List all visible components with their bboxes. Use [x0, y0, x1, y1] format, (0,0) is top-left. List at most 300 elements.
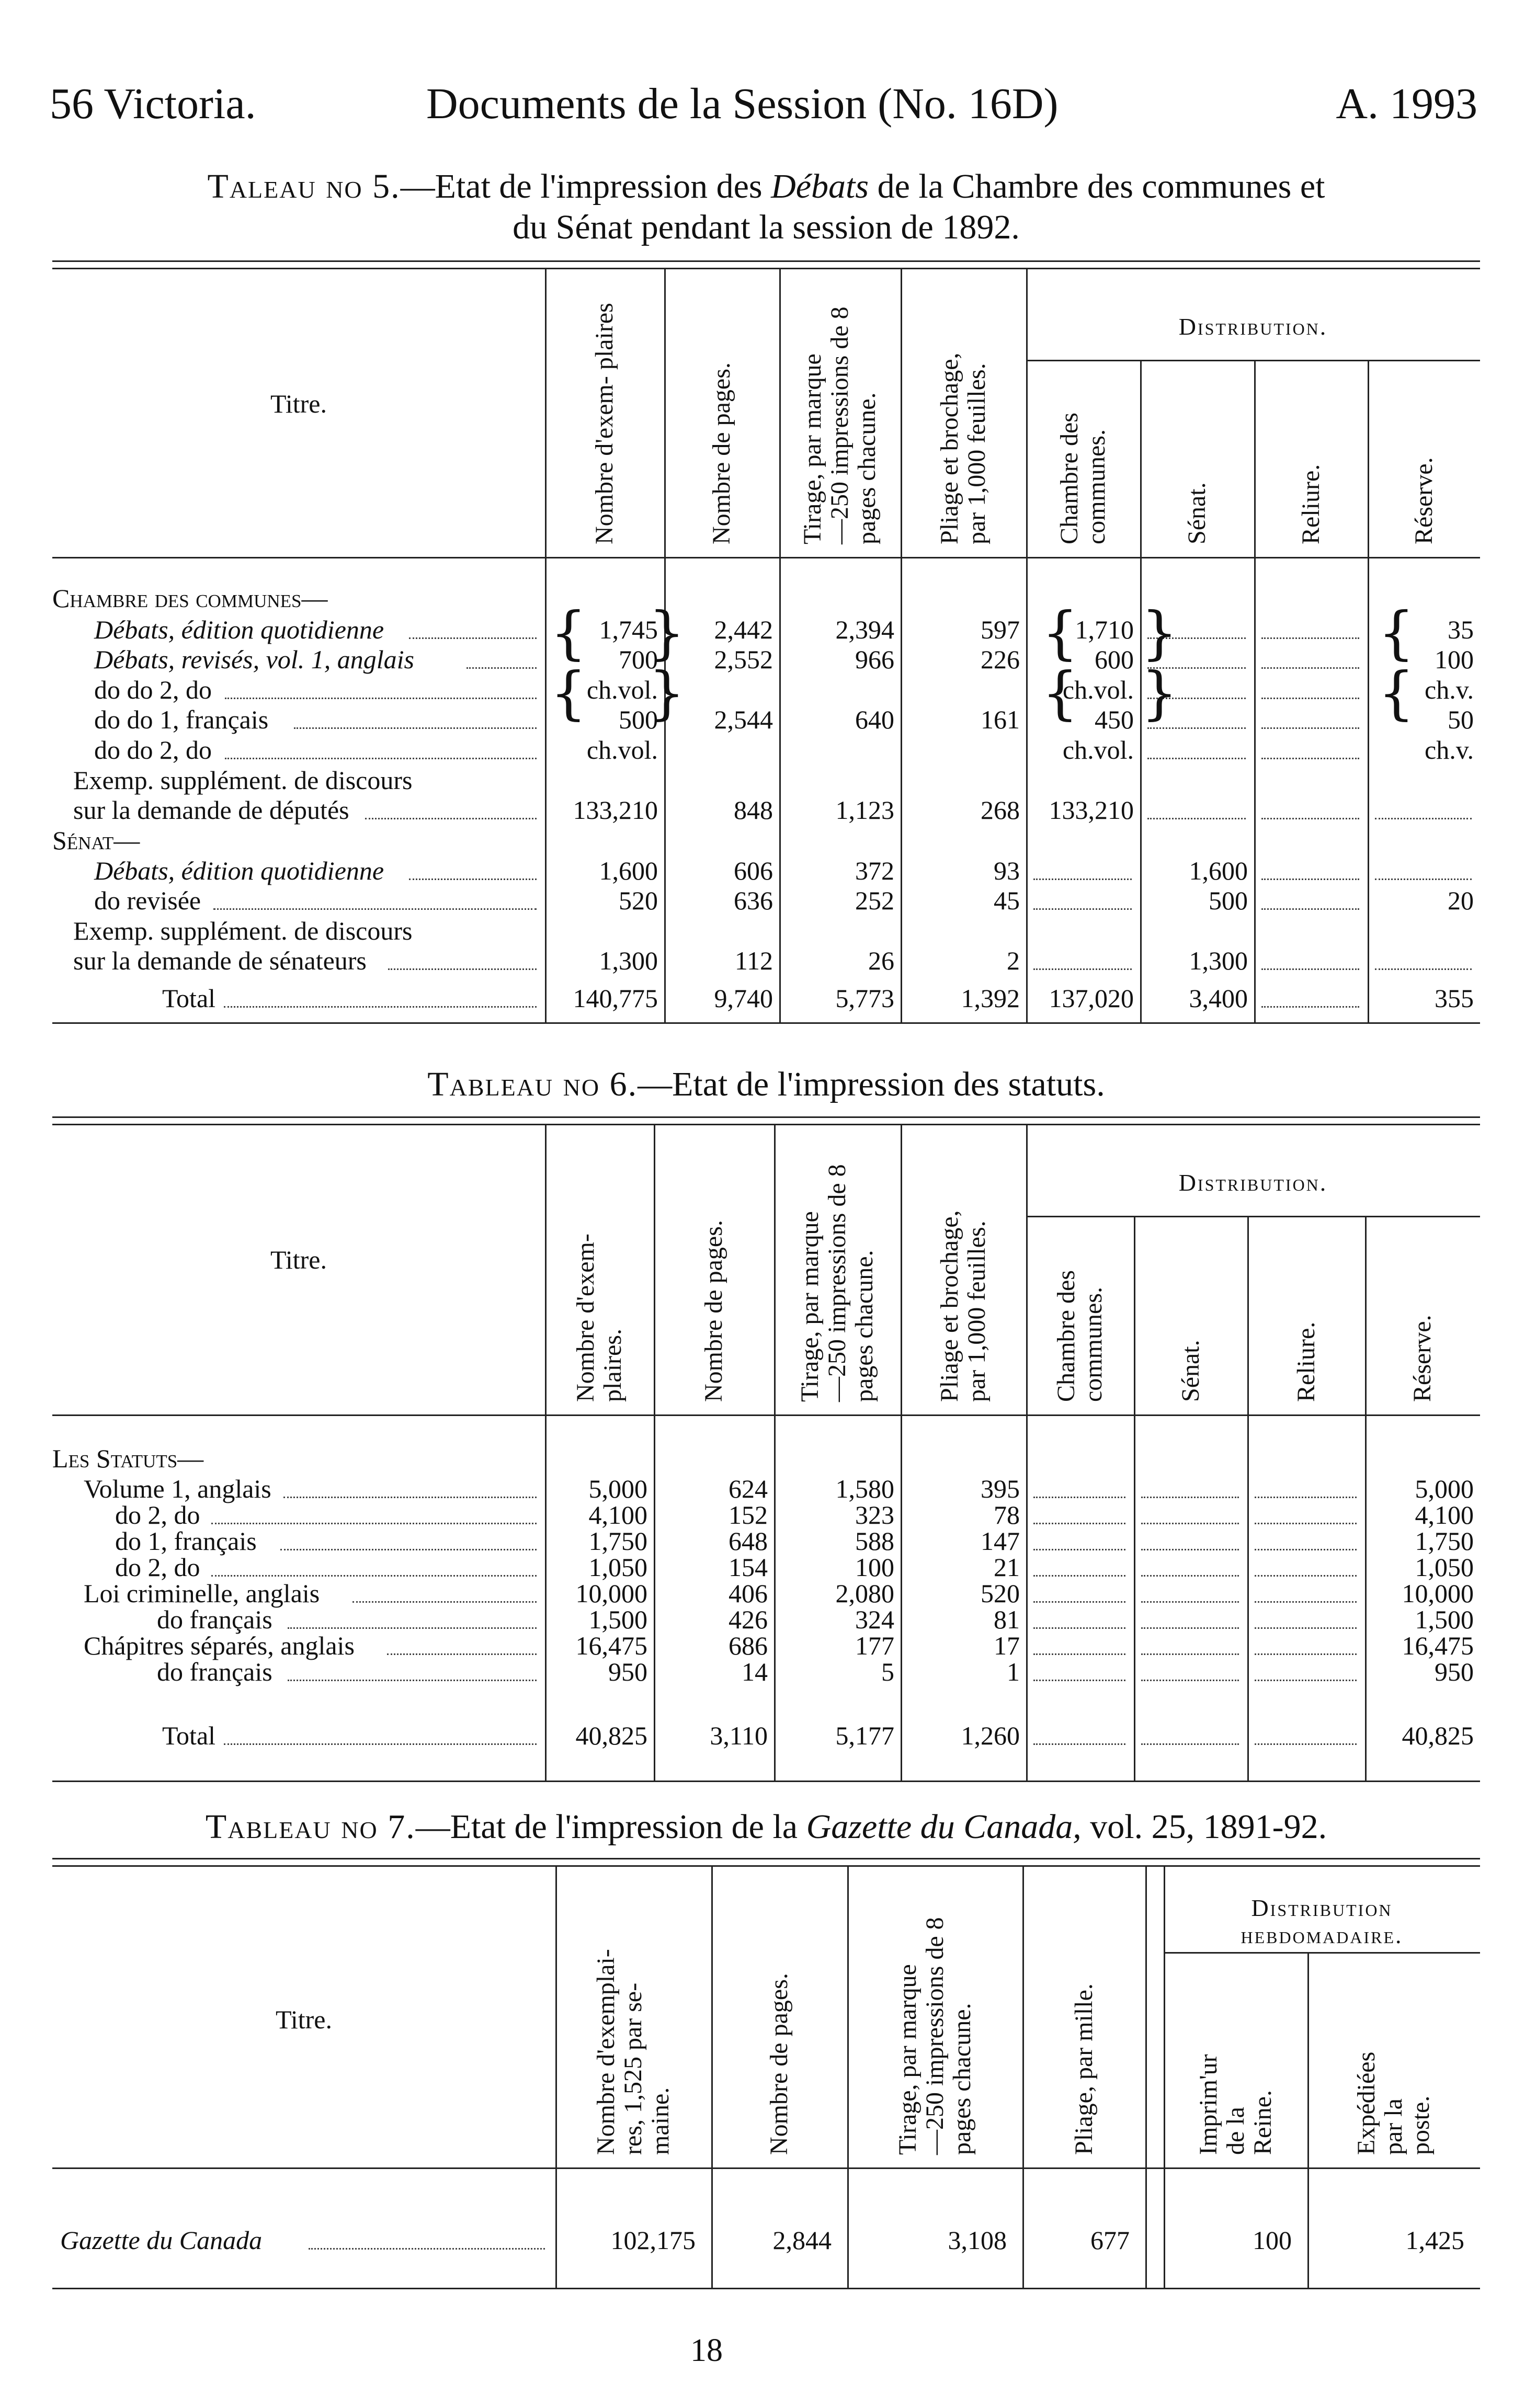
cell-value: 520 [619, 886, 658, 915]
row-title: Débats, revisés, vol. 1, anglais [94, 645, 414, 674]
row-title: Chambre des communes— [52, 584, 328, 613]
cell-value: 100 [1253, 2226, 1292, 2255]
cell-value: 26 [868, 946, 894, 975]
cell-value: 5,177 [835, 1721, 894, 1750]
header-line: Nombre d'exem- plaires [590, 303, 618, 544]
leader-dots [352, 1601, 537, 1603]
cell-value: ch.vol. [1062, 675, 1134, 704]
row-title: do 2, do [115, 1553, 200, 1582]
cell-value: 1,050 [588, 1553, 647, 1582]
row-title: do français [157, 1605, 272, 1634]
cell-value: 1,750 [1415, 1526, 1474, 1556]
cell-value: 5 [881, 1657, 894, 1686]
leader-dots [283, 1497, 537, 1498]
cell-value: 1,580 [835, 1474, 894, 1503]
empty-cell-dots [1261, 818, 1359, 819]
header-line: —250 impressions de 8 [823, 1164, 851, 1402]
leader-dots [467, 667, 537, 669]
empty-cell-dots [1261, 908, 1359, 910]
header-line: Chambre des [1052, 1270, 1080, 1402]
table5-total-row [0, 983, 1536, 1013]
cell-value: 81 [994, 1605, 1020, 1634]
cell-value: 50 [1448, 705, 1474, 734]
table5-distribution-label: Distribution. [1178, 313, 1328, 340]
cell-value: 950 [608, 1657, 647, 1686]
cell-value: 4,100 [1415, 1500, 1474, 1530]
page-number: 18 [690, 2333, 723, 2368]
cell-value: 10,000 [1402, 1579, 1474, 1608]
table5-bottom-rule [52, 1022, 1480, 1024]
cell-value: ch.v. [1425, 675, 1474, 704]
cell-value: 597 [981, 615, 1020, 644]
empty-cell-dots [1255, 1743, 1357, 1745]
table6-header-title: Titre. [270, 1245, 327, 1274]
cell-value: 161 [981, 705, 1020, 734]
empty-cell-dots [1141, 1680, 1239, 1681]
empty-cell-dots [1255, 1497, 1357, 1498]
cell-value: 677 [1090, 2226, 1130, 2255]
row-title: sur la demande de députés [73, 795, 349, 825]
table7-col-header-4 [1195, 2054, 1277, 2155]
header-line: Reliure. [1292, 1321, 1320, 1402]
cell-value: 1,600 [599, 856, 658, 885]
empty-cell-dots [1033, 1653, 1125, 1655]
header-line: Pliage, par mille. [1069, 1983, 1098, 2155]
cell-value: 40,825 [1402, 1721, 1474, 1750]
table5-col-header-5 [1184, 482, 1211, 544]
table7-col-header-3 [1071, 1983, 1098, 2155]
cell-value: 112 [734, 946, 773, 975]
cell-value: 648 [729, 1526, 768, 1556]
distribution-line: Distribution [1251, 1895, 1393, 1921]
row-title: Total [162, 1721, 216, 1750]
table5-header-rule [52, 557, 1480, 558]
table6-col-header-0 [572, 1234, 627, 1402]
header-line: Nombre de pages. [700, 1220, 727, 1402]
row-title: do do 2, do [94, 735, 212, 764]
table6-col-header-6 [1293, 1322, 1320, 1402]
cell-value: 1,500 [1415, 1605, 1474, 1634]
table5-caption: Taleau no 5.—Etat de l'impression des Débats de la Chambre des communes et du Sénat pendant la session de 1892. [207, 167, 1325, 246]
cell-value: 5,773 [835, 984, 894, 1013]
empty-cell-dots [1033, 1627, 1125, 1629]
cell-value: 640 [855, 705, 894, 734]
table7-distribution-label [1164, 1895, 1480, 1949]
brace-symbol: { [1378, 659, 1415, 726]
distribution-line: hebdomadaire. [1241, 1922, 1403, 1948]
brace-symbol: } [1141, 659, 1178, 726]
cell-value: 16,475 [575, 1631, 647, 1660]
cell-value: 2 [1007, 946, 1020, 975]
brace-symbol: } [648, 599, 685, 666]
header-line: pages chacune. [853, 392, 881, 544]
cell-value: 2,080 [835, 1579, 894, 1608]
cell-value: 1,050 [1415, 1553, 1474, 1582]
cell-value: 152 [729, 1500, 768, 1530]
cell-value: 45 [994, 886, 1020, 915]
table6-table-row [0, 1443, 1536, 1474]
row-title: Loi criminelle, anglais [84, 1579, 320, 1608]
table5-col-header-4 [1056, 413, 1110, 544]
table5-table-row [0, 885, 1536, 916]
empty-cell-dots [1033, 1523, 1125, 1524]
row-title: do revisée [94, 886, 201, 915]
empty-cell-dots [1261, 727, 1359, 729]
table5-table-row [0, 916, 1536, 946]
cell-value: 2,844 [772, 2226, 832, 2255]
header-line: Tirage, par marque [893, 1964, 921, 2155]
row-title: sur la demande de sénateurs [73, 946, 367, 975]
cell-value: 1,425 [1405, 2226, 1464, 2255]
cell-value: 133,210 [1049, 795, 1134, 825]
table6-table-row [0, 1657, 1536, 1687]
row-title: do do 1, français [94, 705, 269, 734]
table5-table-row [0, 945, 1536, 976]
cell-value: 78 [994, 1500, 1020, 1530]
row-title: Chápitres séparés, anglais [84, 1631, 355, 1660]
table6-label: Tableau no 6. [427, 1065, 638, 1103]
table5-table-row [0, 795, 1536, 825]
table5-table-row [0, 765, 1536, 795]
table5-col-header-1 [708, 362, 735, 544]
table5-table-row [0, 855, 1536, 886]
table5-col-header-6 [1298, 464, 1325, 544]
empty-cell-dots [1255, 1549, 1357, 1550]
table5-top-rule-2 [52, 268, 1480, 269]
leader-dots [288, 1627, 537, 1629]
row-title: do français [157, 1657, 272, 1686]
table5-table-row [0, 644, 1536, 675]
cell-value: 588 [855, 1526, 894, 1556]
cell-value: 848 [734, 795, 773, 825]
row-title: Débats, édition quotidienne [94, 615, 384, 644]
empty-cell-dots [1141, 1601, 1239, 1603]
cell-value: ch.vol. [1062, 735, 1134, 764]
empty-cell-dots [1261, 878, 1359, 880]
leader-dots [309, 2248, 545, 2250]
empty-cell-dots [1033, 1575, 1125, 1577]
empty-cell-dots [1033, 1601, 1125, 1603]
cell-value: 226 [981, 645, 1020, 674]
empty-cell-dots [1033, 878, 1132, 880]
empty-cell-dots [1255, 1523, 1357, 1524]
cell-value: ch.vol. [586, 735, 658, 764]
cell-value: 177 [855, 1631, 894, 1660]
table5-label: Taleau no 5. [207, 167, 401, 206]
cell-value: 324 [855, 1605, 894, 1634]
cell-value: 5,000 [588, 1474, 647, 1503]
empty-cell-dots [1147, 758, 1246, 759]
cell-value: 2,552 [714, 645, 773, 674]
cell-value: ch.v. [1425, 735, 1474, 764]
empty-cell-dots [1141, 1653, 1239, 1655]
cell-value: 1,750 [588, 1526, 647, 1556]
header-line: pages chacune. [850, 1250, 878, 1402]
empty-cell-dots [1147, 818, 1246, 819]
header-line: Reine. [1248, 2090, 1277, 2155]
empty-cell-dots [1141, 1627, 1239, 1629]
cell-value: 100 [1435, 645, 1474, 674]
brace-symbol: { [550, 659, 587, 726]
row-title: Exemp. supplément. de discours [73, 766, 413, 795]
row-title: Gazette du Canada [60, 2226, 263, 2255]
empty-cell-dots [1033, 1743, 1125, 1745]
row-title: Débats, édition quotidienne [94, 856, 384, 885]
table5-table-row [0, 614, 1536, 645]
cell-value: 950 [1435, 1657, 1474, 1686]
table7-caption: Tableau no 7.—Etat de l'impression de la Gazette du Canada, vol. 25, 1891-92. [205, 1808, 1327, 1846]
brace-symbol: { [1042, 599, 1078, 666]
table5-table-row [0, 675, 1536, 705]
table5-col-header-7 [1410, 457, 1438, 544]
cell-value: 140,775 [573, 984, 658, 1013]
table6-col-header-5 [1177, 1340, 1204, 1402]
row-title: Les Statuts— [52, 1444, 204, 1473]
empty-cell-dots [1033, 968, 1132, 970]
header-line: maine. [646, 2087, 674, 2155]
cell-value: 137,020 [1049, 984, 1134, 1013]
cell-value: 395 [981, 1474, 1020, 1503]
header-line: Réserve. [1409, 457, 1438, 544]
table5-table-row [0, 583, 1536, 613]
empty-cell-dots [1261, 698, 1359, 699]
empty-cell-dots [1147, 727, 1246, 729]
cell-value: 700 [619, 645, 658, 674]
table5-table-row [0, 735, 1536, 765]
header-line: Nombre d'exemplai- [592, 1949, 620, 2155]
header-line: Nombre de pages. [708, 362, 735, 544]
table7-header-rule [52, 2167, 1480, 2169]
header-line: Pliage et brochage, [936, 352, 963, 544]
leader-dots [288, 1680, 537, 1681]
header-line: Reliure. [1296, 464, 1325, 544]
cell-value: 2,544 [714, 705, 773, 734]
cell-value: 10,000 [575, 1579, 647, 1608]
table7-top-rule [52, 1858, 1480, 1859]
table7-bottom-rule [52, 2288, 1480, 2289]
table7-col-divider-4 [1145, 1865, 1147, 2288]
table6-distribution-label: Distribution. [1178, 1169, 1328, 1196]
table7-col-divider-0 [555, 1865, 557, 2288]
leader-dots [211, 1523, 537, 1524]
leader-dots [224, 1006, 537, 1008]
cell-value: 600 [1095, 645, 1134, 674]
cell-value: 3,400 [1189, 984, 1248, 1013]
table6-col-header-4 [1053, 1270, 1107, 1402]
cell-value: 355 [1435, 984, 1474, 1013]
cell-value: 372 [855, 856, 894, 885]
header-center: Documents de la Session (No. 16D) [426, 79, 1059, 128]
empty-cell-dots [1141, 1497, 1239, 1498]
table7-col-divider-2 [847, 1865, 849, 2288]
header-line: pages chacune. [948, 2003, 976, 2155]
leader-dots [280, 1549, 537, 1550]
cell-value: ch.vol. [586, 675, 658, 704]
empty-cell-dots [1255, 1680, 1357, 1681]
cell-value: 5,000 [1415, 1474, 1474, 1503]
header-line: Expédiées [1352, 2051, 1380, 2155]
header-line: Imprim'ur [1194, 2054, 1222, 2155]
brace-symbol: } [1141, 599, 1178, 666]
cell-value: 1,300 [1189, 946, 1248, 975]
table6-distribution-rule [1026, 1216, 1480, 1217]
cell-value: 3,110 [710, 1721, 768, 1750]
table5-header-title: Titre. [270, 389, 327, 418]
header-line: res, 1,525 par se- [619, 1982, 647, 2155]
empty-cell-dots [1255, 1653, 1357, 1655]
table6-col-header-1 [700, 1220, 727, 1402]
cell-value: 1,300 [599, 946, 658, 975]
table7-col-header-5 [1353, 2052, 1435, 2155]
brace-symbol: } [648, 659, 685, 726]
empty-cell-dots [1261, 637, 1359, 639]
empty-cell-dots [1261, 758, 1359, 759]
cell-value: 686 [729, 1631, 768, 1660]
cell-value: 252 [855, 886, 894, 915]
header-line: de la [1221, 2107, 1249, 2155]
header-line: par la [1380, 2098, 1407, 2155]
table5-col-header-0 [591, 303, 618, 544]
row-title: Sénat— [52, 826, 140, 855]
row-title: do do 2, do [94, 675, 212, 704]
cell-value: 500 [1209, 886, 1248, 915]
table6-col-header-7 [1409, 1315, 1436, 1402]
header-line: Sénat. [1176, 1340, 1204, 1402]
empty-cell-dots [1375, 818, 1472, 819]
header-line: Tirage, par marque [796, 1211, 824, 1402]
empty-cell-dots [1255, 1627, 1357, 1629]
empty-cell-dots [1255, 1575, 1357, 1577]
table5-col-header-3 [936, 352, 991, 544]
empty-cell-dots [1141, 1575, 1239, 1577]
cell-value: 2,394 [835, 615, 894, 644]
running-header [50, 78, 1477, 136]
cell-value: 1,392 [961, 984, 1020, 1013]
cell-value: 17 [994, 1631, 1020, 1660]
cell-value: 14 [742, 1657, 768, 1686]
leader-dots [224, 1743, 537, 1745]
table6-top-rule [52, 1116, 1480, 1118]
table5-caption-line2: du Sénat pendant la session de 1892. [513, 208, 1020, 246]
cell-value: 147 [981, 1526, 1020, 1556]
leader-dots [211, 1575, 537, 1577]
header-line: communes. [1083, 429, 1110, 544]
table5-top-rule [52, 260, 1480, 262]
table7-col-header-0 [593, 1949, 674, 2155]
empty-cell-dots [1141, 1549, 1239, 1550]
header-line: Réserve. [1408, 1315, 1436, 1402]
cell-value: 4,100 [588, 1500, 647, 1530]
cell-value: 636 [734, 886, 773, 915]
header-line: Sénat. [1183, 482, 1211, 544]
header-line: communes. [1079, 1287, 1107, 1402]
table7-header-title: Titre. [276, 2005, 332, 2034]
empty-cell-dots [1261, 968, 1359, 970]
cell-value: 35 [1448, 615, 1474, 644]
brace-symbol: { [1042, 659, 1078, 726]
leader-dots [213, 908, 537, 910]
header-line: par 1,000 feuilles. [963, 1220, 991, 1402]
table7-col-divider-1 [711, 1865, 713, 2288]
cell-value: 3,108 [948, 2226, 1007, 2255]
header-line: par 1,000 feuilles. [963, 363, 991, 544]
table7-col-divider-3 [1022, 1865, 1024, 2288]
brace-symbol: { [1378, 599, 1415, 666]
table6-bottom-rule [52, 1781, 1480, 1782]
cell-value: 21 [994, 1553, 1020, 1582]
cell-value: 520 [981, 1579, 1020, 1608]
row-title: do 1, français [115, 1526, 257, 1556]
header-line: poste. [1407, 2095, 1435, 2155]
empty-cell-dots [1375, 878, 1472, 880]
empty-cell-dots [1033, 908, 1132, 910]
leader-dots [388, 968, 537, 970]
cell-value: 1,600 [1189, 856, 1248, 885]
leader-dots [294, 727, 537, 729]
row-title: Total [162, 984, 216, 1013]
table6-top-rule-2 [52, 1124, 1480, 1125]
header-right: A. 1993 [1336, 79, 1477, 128]
cell-value: 100 [855, 1553, 894, 1582]
leader-dots [409, 637, 537, 639]
cell-value: 268 [981, 795, 1020, 825]
row-title: Exemp. supplément. de discours [73, 916, 413, 945]
cell-value: 20 [1448, 886, 1474, 915]
empty-cell-dots [1375, 968, 1472, 970]
table6-total-row [0, 1720, 1536, 1751]
cell-value: 624 [729, 1474, 768, 1503]
cell-value: 1,500 [588, 1605, 647, 1634]
table7-table-row [0, 2225, 1536, 2255]
leader-dots [409, 878, 537, 880]
table7-top-rule-2 [52, 1865, 1480, 1867]
leader-dots [387, 1653, 537, 1655]
empty-cell-dots [1255, 1601, 1357, 1603]
cell-value: 16,475 [1402, 1631, 1474, 1660]
table6-col-header-3 [936, 1210, 991, 1402]
table5-distribution-rule [1026, 360, 1480, 361]
brace-symbol: { [550, 599, 587, 666]
table7-col-header-2 [894, 1917, 976, 2155]
row-title: do 2, do [115, 1500, 200, 1530]
cell-value: 154 [729, 1553, 768, 1582]
leader-dots [365, 818, 537, 819]
cell-value: 966 [855, 645, 894, 674]
table6-col-header-2 [797, 1164, 878, 1402]
header-left: 56 Victoria. [50, 79, 256, 128]
table7-label: Tableau no 7. [205, 1808, 416, 1846]
header-line: Tirage, par marque [799, 353, 826, 544]
empty-cell-dots [1033, 1680, 1125, 1681]
cell-value: 2,442 [714, 615, 773, 644]
table6-caption: Tableau no 6.—Etat de l'impression des statuts. [427, 1065, 1105, 1103]
table7-col-header-1 [766, 1973, 793, 2155]
cell-value: 1,123 [835, 795, 894, 825]
table5-table-row [0, 825, 1536, 855]
table5-col-header-2 [799, 306, 881, 544]
header-line: —250 impressions de 8 [826, 306, 854, 544]
empty-cell-dots [1033, 1497, 1125, 1498]
cell-value: 450 [1095, 705, 1134, 734]
cell-value: 1,260 [961, 1721, 1020, 1750]
cell-value: 1,710 [1075, 615, 1134, 644]
cell-value: 406 [729, 1579, 768, 1608]
cell-value: 323 [855, 1500, 894, 1530]
header-line: —250 impressions de 8 [920, 1917, 949, 2155]
empty-cell-dots [1141, 1743, 1239, 1745]
leader-dots [225, 758, 537, 759]
cell-value: 1 [1007, 1657, 1020, 1686]
